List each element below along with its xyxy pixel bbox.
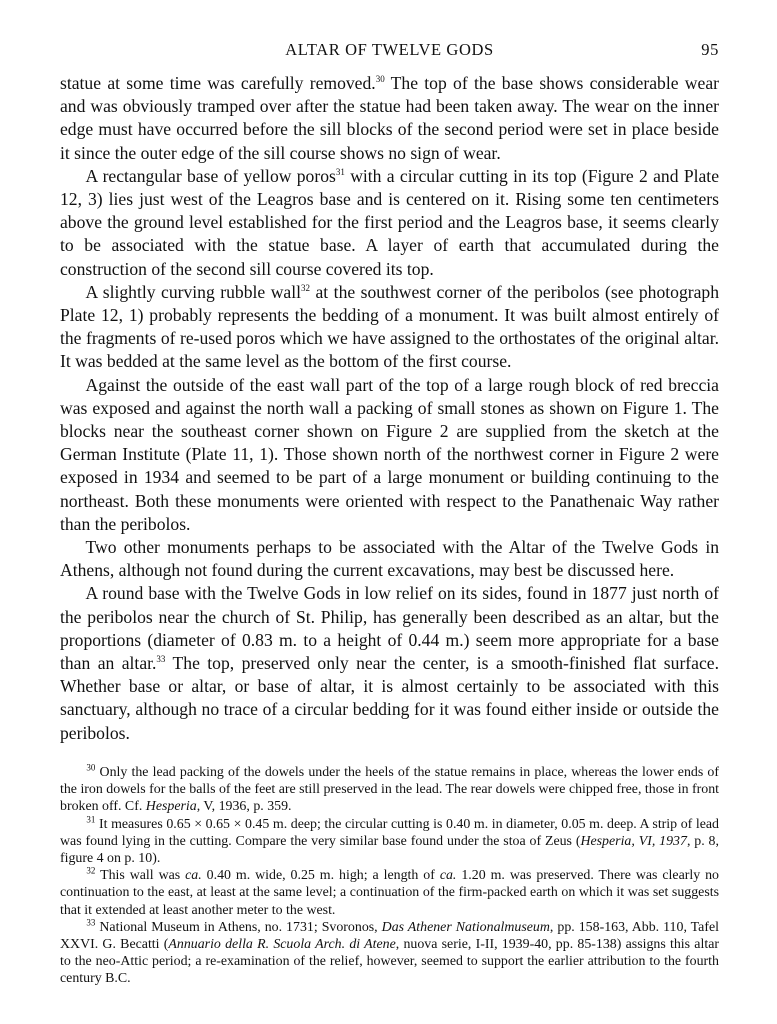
page-number: 95 [701, 40, 719, 59]
paragraph-4: Against the outside of the east wall part of the top of a large rough block of red breccia was exposed and against the north wall a packing of small stones as shown on Figure 1. The blocks near the southeast corner shown on Figure 2 are supplied from the sketch at the German Institute (Plate 11, 1). Those shown north of the northwest corner in Figure 2 were exposed in 1934 and seemed to be part of a large monument or building continuing to the northeast. Both these monuments were oriented with respect to the Panathenaic Way rather than the peribolos. [60, 374, 719, 534]
footnote-number: 30 [86, 762, 96, 773]
paragraph-2: A rectangular base of yellow poros$^{31}$ with a circular cutting in its top (Figure 2 and Plate 12, 3) lies just west of the Leagros base and is centered on it. Rising some ten centimeters above the ground level established for the first period and the Leagros base, it seems clearly to be associated with the statue base. A layer of earth that accumulated during the construction of the second sill course covered its top. [60, 165, 720, 279]
footnote-number: 32 [86, 865, 96, 876]
paragraph-1: statue at some time was carefully removed.$^{30}$ The top of the base shows considerable wear and was obviously tramped over after the statue had been taken away. The wear on the inner edge must have occurred before the sill blocks of the second period were set in place beside it since the outer edge of the sill course shows no sign of wear. [60, 73, 719, 163]
footnote-number: 31 [86, 813, 96, 824]
footnote-31: $^{31}$ It measures 0.65 × 0.65 × 0.45 m. deep; the circular cutting is 0.40 m. in diameter, 0.05 m. deep. A strip of lead was found lying in the cutting. Compare the very similar base found under the stoa of Zeus (Hesperia, VI, 1937, p. 8, figure 4 on p. 10). [60, 813, 719, 866]
body-text [60, 72, 719, 745]
footnote-number: 33 [86, 917, 96, 928]
footnote-30: $^{30}$ Only the lead packing of the dowels under the heels of the statue remains in place, whereas the lower ends of the iron dowels for the balls of the feet are still preserved in the lead. The rear dowels were chipped free, those in front broken off. Cf. Hesperia, V, 1936, p. 359. [60, 762, 719, 815]
footnote-ref-33[interactable]: 33 [156, 654, 166, 665]
footnote-ref-31[interactable]: 31 [335, 166, 345, 177]
paragraph-6: A round base with the Twelve Gods in low relief on its sides, found in 1877 just north of the peribolos near the church of St. Philip, has generally been described as an altar, but the proportions (diameter of 0.83 m. to a height of 0.44 m.) seem more appropriate for a base than an altar.$^{33}$ The top, preserved only near the center, is a smooth-finished flat surface. Whether base or altar, or base of altar, it is almost certainly to be associated with this sanctuary, although no trace of a circular bedding for it was found either inside or outside the peribolos. [60, 583, 719, 743]
footnote-ref-30[interactable]: 30 [375, 74, 385, 85]
paragraph-3: A slightly curving rubble wall$^{32}$ at the southwest corner of the peribolos (see photograph Plate 12, 1) probably represents the bedding of a monument. It was built almost entirely of the fragments of re-used poros which we have assigned to the orthostates of the original altar. It was bedded at the same level as the bottom of the first course. [60, 281, 719, 372]
paragraph-5: Two other monuments perhaps to be associated with the Altar of the Twelve Gods in Athens, although not found during the current excavations, may best be discussed here. [60, 537, 719, 581]
footnotes [60, 764, 719, 988]
footnote-33: $^{33}$ National Museum in Athens, no. 1731; Svoronos, Das Athener Nationalmuseum, pp. 158-163, Abb. 110, Tafel XXVI. G. Becatti (Annuario della R. Scuola Arch. di Atene, nuova serie, I-II, 1939-40, pp. 85-138) assigns this altar to the neo-Attic period; a re-examination of the relief, however, seemed to support the earlier attribution to the fourth century B.C. [60, 917, 719, 987]
footnote-ref-32[interactable]: 32 [301, 282, 310, 293]
footnote-32: $^{32}$ This wall was ca. 0.40 m. wide, 0.25 m. high; a length of ca. 1.20 m. was preserved. There was clearly no continuation to the east, at least at the same level; a continuation of the firm-packed earth on which it was set suggests that it extended at least another meter to the west. [60, 865, 719, 918]
running-header [60, 40, 719, 66]
running-title: ALTAR OF TWELVE GODS [285, 40, 494, 59]
